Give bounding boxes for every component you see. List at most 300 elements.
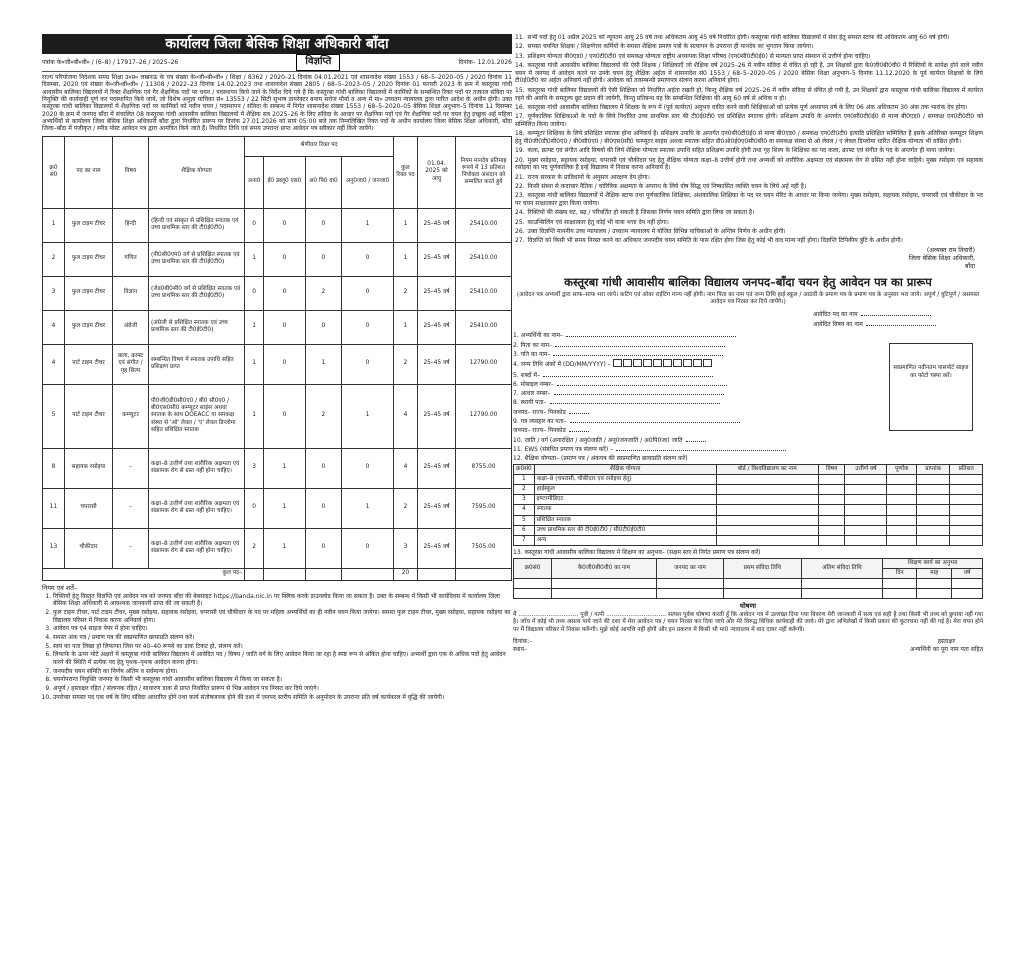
row-age: 25–45 वर्ष [418, 448, 456, 488]
experience-input[interactable] [801, 579, 883, 589]
rule-item [515, 192, 983, 208]
row-ews: 0 [264, 384, 306, 448]
education-input[interactable] [845, 495, 887, 505]
total-cell-empty [418, 568, 456, 580]
education-input[interactable] [916, 505, 949, 515]
row-sc-st: 1 [341, 208, 393, 242]
row-general: 1 [245, 344, 264, 384]
row-sc-st: 0 [341, 242, 393, 276]
rule-number: 19. [515, 147, 525, 155]
experience-input[interactable] [883, 589, 917, 599]
education-input[interactable] [950, 484, 983, 494]
education-input[interactable] [819, 536, 845, 546]
applicant-sign-row [513, 638, 983, 655]
form-field-input[interactable] [557, 385, 727, 386]
education-name: कक्षा–8 (चपरासी, चौकीदार एवं रसोइया हेतु) [534, 474, 716, 484]
education-input[interactable] [716, 484, 818, 494]
row-total: 2 [394, 488, 418, 528]
rule-number: 21. [515, 173, 525, 181]
form-field-input[interactable] [555, 346, 725, 347]
notice-left-column [42, 34, 512, 964]
rules-title: नियम एवं शर्तें– [42, 583, 78, 592]
rule-number: 23. [515, 192, 525, 200]
row-qualification: (जेड0बी0सी0 वर्ग से प्रशिक्षित स्नातक एवं उच्च प्राथमिक स्तर की टी0ई0टी0) [149, 276, 245, 310]
table-row [43, 344, 512, 384]
rules-continued-list [513, 34, 983, 245]
declaration-title: घोषणा [740, 602, 756, 611]
education-input[interactable] [819, 525, 845, 535]
form-field-input[interactable] [553, 355, 723, 356]
total-cell-empty [341, 568, 393, 580]
experience-input[interactable] [724, 579, 802, 589]
row-general: 0 [245, 488, 264, 528]
rules-list [42, 593, 512, 702]
form-field-label: 8. स्थायी पता– [513, 399, 547, 407]
table-row [43, 242, 512, 276]
rule-number: 24. [515, 209, 525, 217]
row-qualification: पी0जी0डी0सी0ए0 / बी0 सी0ए0 / बी0एस0सी0 कम्प्यूटर साइंस अथवा स्नातक के साथ DOEACC या समकक्ष संस्था से 'ओ' लेवल / 'ए' लेवल डिप्लोमा सहित प्रशिक्षित स्नातक [149, 384, 245, 448]
row-general: 2 [245, 528, 264, 568]
rule-number: 22. [515, 183, 525, 191]
form-field [513, 359, 858, 370]
row-sno: 2 [43, 242, 65, 276]
row-subject: – [113, 528, 149, 568]
education-input[interactable] [845, 474, 887, 484]
row-total: 2 [394, 344, 418, 384]
rule-number: 20. [515, 156, 525, 164]
education-input[interactable] [716, 515, 818, 525]
row-subject: विज्ञान [113, 276, 149, 310]
education-input[interactable] [950, 474, 983, 484]
row-post: फुल टाइम टीचर [65, 276, 113, 310]
rule-text: कस्तूरबा गांधी बालिका विद्यालयों में शैक्षिक स्टाफ तथा पूर्णकालिक शिक्षिका, अंशकालिक शिक्षिका के पद पर चयन मेरिट के आधार पर किया जायेगा। मुख्य रसोइया, सहायक रसोइया, चपरासी एवं चौकीदार के पद पर चयन साक्षात्कार द्वारा किया जायेगा। [515, 192, 983, 208]
rule-text: राज्य सरकार के प्राविधानों के अनुसार आरक्षण देय होगा। [527, 173, 650, 181]
row-obc: 1 [305, 344, 341, 384]
row-post: फुल टाइम टीचर [65, 208, 113, 242]
rule-text: मुख्य रसोइया, सहायक रसोइया, चपरासी एवं चौकीदार पद हेतु शैक्षिक योग्यता कक्षा–8 उत्तीर्ण होगी तथा अभ्यर्थी को शारीरिक अक्षमता एवं संक्रामक रोग से ग्रसित नहीं होना चाहिये। मुख्य रसोइया एवं सहायक रसोइया का पद पूर्णकालिक है इन्हें विद्यालय में निवास करना अनिवार्य है। [515, 156, 983, 172]
rule-item: 1. रिक्तियों हेतु विस्तृत विज्ञप्ति एवं आवेदन पत्र को जनपद बाँदा की बेबसाइट https://banda.nic.in पर क्लिक करके डाउनलोड किया जा सकता है। उक्त के सम्बन्ध में किसी भी कार्यदिवस में कार्यालय जिला बेसिक शिक्षा अधिकारी से आवश्यक जानकारी प्राप्त की जा सकती है। [53, 593, 512, 608]
experience-header: जनपद का नाम [656, 558, 723, 578]
experience-header: अंतिम संविदा तिथि [801, 558, 883, 578]
row-general: 1 [245, 310, 264, 344]
education-input[interactable] [916, 525, 949, 535]
row-post: पार्ट टाइम टीचर [65, 344, 113, 384]
experience-input[interactable] [917, 589, 952, 599]
education-input[interactable] [916, 495, 949, 505]
row-salary: 7595.00 [456, 488, 512, 528]
education-input[interactable] [716, 505, 818, 515]
rule-item [515, 130, 983, 146]
form-field-input[interactable] [543, 376, 713, 377]
form-field [513, 380, 858, 389]
row-sc-st: 0 [341, 310, 393, 344]
form-field-label: जनपद– राज्य– पिनकोड [513, 408, 566, 416]
education-input[interactable] [845, 536, 887, 546]
form-note: (आवेदन पत्र अभ्यर्थी द्वारा साफ–साफ भरा जाये। कटिंग एवं ओवर राईटिंग मान्य नहीं होगी। नाम पिता का नाम एवं जन्म तिथि हाई स्कूल / आठवीं के प्रमाण पत्र के प्रमाण पत्र के अनुसार भरा जाये। अपूर्ण / त्रुटिपूर्ण / असमस्त आवेदन पत्र निरस्त कर दिये जायेंगे।) [516, 291, 980, 305]
notice-badge: विज्ञप्ति [296, 54, 340, 71]
rule-item [515, 174, 983, 182]
rule-number: 12. [515, 43, 525, 51]
education-input[interactable] [916, 484, 949, 494]
education-input[interactable] [916, 536, 949, 546]
form-field-label: 7. आधार नम्बर– [513, 390, 551, 398]
education-input[interactable] [950, 536, 983, 546]
education-sno: 7 [514, 536, 535, 546]
education-name: स्नातक [534, 505, 716, 515]
table-row [43, 448, 512, 488]
education-name: हाईस्कूल [534, 484, 716, 494]
rule-item: 3. आवेदन पत्र ए4 साइज पेपर में होना चाहिए। [53, 625, 512, 633]
education-header: शैक्षिक योग्यता [534, 464, 716, 474]
post-applied-field[interactable] [861, 315, 931, 316]
rule-text: विज्ञप्ति को किसी भी समय निरस्त करने का अधिकार जनपदीय चयन समिति के पास रक्षित होगा जिस हेतु कोई भी वाद मान्य नहीं होगा। विज्ञप्ति टिपिकीय त्रुटि के अधीन होगी। [527, 237, 903, 245]
experience-input[interactable] [952, 589, 983, 599]
row-salary: 25410.00 [456, 310, 512, 344]
rule-number: 14. [515, 61, 525, 69]
education-header: प्राप्तांक [916, 464, 949, 474]
education-input[interactable] [819, 495, 845, 505]
form-field-label: 9. पत्र व्यवहार का पता– [513, 418, 567, 426]
total-label: कुल पद– [43, 568, 245, 580]
row-salary: 25410.00 [456, 276, 512, 310]
row-sc-st: 0 [341, 528, 393, 568]
experience-input[interactable] [883, 579, 917, 589]
rule-item [515, 104, 983, 112]
rule-text: कस्तूरबा गांधी बालिका विद्यालयों की ऐसी शिक्षिका जो निर्धारित अर्हता रखती हो, किन्तु शैक्षिक वर्ष 2025–26 में नवीन संविदा से वंचित हो गयी है, उन शिक्षकों द्वारा कस्तूरबा गांधी बालिका विद्यालय में कार्यरत रहने की अवधि के समतुल्य छूट प्रदान की जायेगी, किन्तु प्रतिबन्ध यह कि सम्बन्धित शिक्षिका की आयु 60 वर्ष से अधिक न हो। [515, 86, 983, 102]
row-sno: 11 [43, 488, 65, 528]
row-total: 1 [394, 242, 418, 276]
header-ews: ई0 डब्लू0 एस0 [264, 156, 306, 208]
row-total: 3 [394, 528, 418, 568]
header-total: कुल रिक्त पद [394, 136, 418, 208]
education-input[interactable] [716, 525, 818, 535]
table-row [43, 208, 512, 242]
signer-name: (अव्यक्त राम तिवारी) [926, 247, 975, 255]
experience-input[interactable] [724, 589, 802, 599]
row-sc-st: 0 [341, 448, 393, 488]
header-obc: अ0 पि0 वा0 [305, 156, 341, 208]
form-field [513, 417, 858, 426]
form-field-label: 4. जन्म तिथि अंकों में (DD/MM/YYYY) – [513, 361, 611, 369]
education-row [514, 515, 983, 525]
row-total: 4 [394, 384, 418, 448]
education-sno: 1 [514, 474, 535, 484]
dob-boxes[interactable] [613, 359, 713, 370]
experience-header: शिक्षण कार्य का अनुभव [883, 558, 983, 568]
total-cell-empty [305, 568, 341, 580]
education-table-body [514, 474, 983, 546]
rule-item [515, 53, 983, 61]
rule-text: रिक्तियों की संख्या घट, बढ़ / परिवर्तित हो सकती है जिसका निर्णय चयन समिति द्वारा लिया जा सकता है। [527, 209, 755, 217]
education-name: उच्च प्राथमिक स्तर की टी0ई0टी0 / सी0टी0ई0टी0 [534, 525, 716, 535]
place-label: स्थान– [513, 645, 527, 653]
experience-input[interactable] [656, 589, 723, 599]
row-qualification: कक्षा–8 उत्तीर्ण तथा शारीरिक अक्षमता एवं संक्रामक रोग से ग्रस्त नहीं होना चाहिए। [149, 528, 245, 568]
form-field-input[interactable] [570, 422, 740, 423]
row-sno: 3 [43, 276, 65, 310]
rule-number: 17. [515, 113, 525, 121]
form-field-label: 10. जाति / वर्ग (अनारक्षित / अनु0जाति / अनु0जनजाति / अ0पि0जा) जाति [513, 436, 683, 444]
application-form-body [513, 331, 983, 463]
form-field-input[interactable] [616, 450, 786, 451]
total-cell-empty [264, 568, 306, 580]
row-ews: 1 [264, 448, 306, 488]
education-input[interactable] [887, 536, 917, 546]
row-total: 2 [394, 276, 418, 310]
experience-table-body [514, 579, 983, 599]
rule-text: काउन्सिलिंग एवं साक्षात्कार हेतु कोई भी यात्रा भत्ता देय नहीं होगा। [527, 218, 669, 226]
experience-input[interactable] [514, 579, 552, 589]
form-field-label: 1. अभ्यर्थिनी का नाम– [513, 332, 563, 340]
rule-number: 16. [515, 103, 525, 111]
row-ews: 1 [264, 488, 306, 528]
form-field-label: 6. मोबाइल नम्बर– [513, 380, 554, 388]
row-sc-st: 0 [341, 344, 393, 384]
education-row [514, 484, 983, 494]
row-ews: 0 [264, 242, 306, 276]
rule-number: 25. [515, 218, 525, 226]
rule-number: 26. [515, 228, 525, 236]
education-input[interactable] [845, 484, 887, 494]
education-sno: 6 [514, 525, 535, 535]
row-qualification: (पी0सी0एम0 वर्ग से प्रशिक्षित स्नातक एवं उच्च प्राथमिक स्तर की टी0ई0टी0) [149, 242, 245, 276]
education-row [514, 525, 983, 535]
header-salary: नियम मानदेय प्रतिमाह रूपये में 13 प्रतिशत नियोक्ता अंशदान को सम्मलित करते हुये [456, 136, 512, 208]
table-row [43, 384, 512, 448]
form-field-input[interactable] [550, 403, 720, 404]
row-salary: 8755.00 [456, 448, 512, 488]
experience-subheader: माह [917, 569, 952, 579]
row-sc-st: 1 [341, 384, 393, 448]
form-field-label: 2. पिता का नाम– [513, 341, 553, 349]
rule-item [515, 209, 983, 217]
education-row [514, 495, 983, 505]
experience-label: 13. कस्तूरबा गांधी आवासीय बालिका विद्यालय में शिक्षण का अनुभव– (सक्षम स्तर से निर्गत प्रमाण पत्र संलग्न करें) [513, 549, 761, 557]
education-header: क्र0सं0 [514, 464, 535, 474]
total-value: 20 [394, 568, 418, 580]
vacancy-table-body [43, 208, 512, 568]
row-age: 25–45 वर्ष [418, 488, 456, 528]
signature-label: हस्ताक्षर [937, 637, 956, 645]
experience-input[interactable] [551, 579, 656, 589]
form-field-input[interactable] [569, 431, 589, 432]
education-input[interactable] [819, 515, 845, 525]
row-qualification: कक्षा–8 उत्तीर्ण तथा शारीरिक अक्षमता एवं संक्रामक रोग से ग्रस्त नहीं होना चाहिए। [149, 488, 245, 528]
row-ews: 0 [264, 276, 306, 310]
education-name: अन्य [534, 536, 716, 546]
row-ews: 0 [264, 344, 306, 384]
header-sno: क्र0 सं0 [43, 136, 65, 208]
row-obc: 0 [305, 488, 341, 528]
experience-row [514, 589, 983, 599]
rule-text: पूर्णकालिक शिक्षिकाओं के पदों के लिये निर्धारित उच्च प्राथमिक स्तर की टी0ई0टी0 एवं प्रशिक्षित स्नातक होगी। प्रशिक्षण उपाधि के अन्तर्गत एन0सी0टी0ई0 से मान्य बी0एड0 / समकक्ष एन0टी0टी0 को सम्मिलित किया जायेगा। [515, 113, 983, 128]
rule-text: कस्तूरबा गांधी आवासीय बालिका विद्यालयों की ऐसी शिक्षक / शिक्षिकाएँ जो शैक्षिक वर्ष 2025–26 में नवीन संविदा से वंचित हो रही है, उन शिक्षकों द्वारा के0जी0बी0वी0 में रिक्तियों के सापेक्ष होने वाले नवीन चयन में जनपद में आवेदन करने पर उनके चयन हेतु शैक्षिक अर्हता में शासनादेश सं0 1553 / 68–5–2020–05 / 2020 बेसिक शिक्षा अनुभाग–5 दिनांक 11.12.2020 के पूर्व कार्यरत शिक्षकों के लिये टी0ई0टी0 का अर्हता अनिवार्य नहीं होगी। आवेदक को तत्सम्बन्धी प्रमाणपत्र संलग्न करना अनिवार्य होगा। [515, 61, 983, 85]
row-salary: 25410.00 [456, 242, 512, 276]
rule-number: 27. [515, 237, 525, 245]
row-subject: गणित [113, 242, 149, 276]
row-post: फुल टाइम टीचर [65, 310, 113, 344]
row-post: फुल टाइम टीचर [65, 242, 113, 276]
education-input[interactable] [950, 495, 983, 505]
row-obc: 2 [305, 276, 341, 310]
row-qualification: सम्बन्धित विषय में स्नातक उपाधि सहित प्रशिक्षण प्राप्त [149, 344, 245, 384]
education-sno: 2 [514, 484, 535, 494]
row-subject: – [113, 488, 149, 528]
row-salary: 25410.00 [456, 208, 512, 242]
header-age: 01.04. 2025 को आयु [418, 136, 456, 208]
form-field-input[interactable] [566, 336, 736, 337]
row-general: 3 [245, 448, 264, 488]
subject-applied-field[interactable] [866, 325, 936, 326]
rule-item [515, 34, 983, 42]
rule-item [515, 183, 983, 191]
education-row [514, 505, 983, 515]
total-cell-empty [456, 568, 512, 580]
experience-header: प्रथम संविदा तिथि [724, 558, 802, 578]
education-row [514, 536, 983, 546]
form-field-label: 3. पति का नाम– [513, 350, 551, 358]
experience-subheader: वर्ष [952, 569, 983, 579]
education-input[interactable] [887, 515, 917, 525]
row-qualification: (अंग्रेजी से प्रशिक्षित स्नातक एवं उच्च प्राथमिक स्तर की टी0ई0टी0) [149, 310, 245, 344]
row-post: पार्ट टाइम टीचर [65, 384, 113, 448]
education-header: विषय [819, 464, 845, 474]
form-field-input[interactable] [686, 441, 706, 442]
experience-input[interactable] [801, 589, 883, 599]
table-row [43, 276, 512, 310]
row-obc: 0 [305, 528, 341, 568]
form-field-label: 11. EWS (संबंधित प्रमाण पत्र संलग्न करें) – [513, 445, 614, 453]
education-input[interactable] [887, 495, 917, 505]
row-subject: कम्प्यूटर [113, 384, 149, 448]
form-field [513, 436, 858, 445]
experience-input[interactable] [656, 579, 723, 589]
education-input[interactable] [950, 505, 983, 515]
rule-item [515, 228, 983, 236]
education-input[interactable] [916, 474, 949, 484]
form-field-input[interactable] [569, 413, 589, 414]
experience-table-header [514, 558, 983, 568]
row-general: 0 [245, 208, 264, 242]
header-qualification: शैक्षिक योग्यता [149, 136, 245, 208]
rule-number: 15. [515, 86, 525, 94]
education-input[interactable] [950, 525, 983, 535]
education-name: प्रशिक्षित स्नातक [534, 515, 716, 525]
education-input[interactable] [887, 484, 917, 494]
rule-item [515, 113, 983, 129]
education-input[interactable] [819, 474, 845, 484]
row-salary: 12790.00 [456, 344, 512, 384]
rule-item: 6. लिफाफे के ऊपर मोटे अक्षरों में कस्तूरबा गांधी बालिका विद्यालय में आवेदित पद / विषय / जाति वर्ग के लिए आवेदन किया जा रहा है स्पष्ट रूप से अंकित होना चाहिए। अभ्यर्थी द्वारा एक से अधिक पदों हेतु आवेदन करने की स्थिति में प्रत्येक पद हेतु पृथक–पृथक आवेदन करना होगा। [53, 651, 512, 666]
signer-place: बाँदा [964, 263, 975, 271]
row-age: 25–45 वर्ष [418, 242, 456, 276]
education-input[interactable] [716, 536, 818, 546]
rule-item: 10. उपरोक्त समस्त पद एक वर्ष के लिए संविदा आधारित होंगे तथा कार्य संतोषजनक होने की दशा में जनपद स्तरीय समिति के अनुमोदन के उपरान्त प्रति वर्ष कार्यकाल में वृद्धि की जायेगी। [53, 694, 512, 702]
education-input[interactable] [887, 525, 917, 535]
experience-input[interactable] [551, 589, 656, 599]
row-sno: 8 [43, 448, 65, 488]
form-field-label: 12. शैक्षिक योग्यता– (प्रमाण पत्र / अंकपत्र की स्वप्रमाणित छायाप्रति संलग्न करें) [513, 455, 688, 463]
row-obc: 0 [305, 310, 341, 344]
rule-text: कला, क्राफ्ट एवं संगीत आदि विषयों की लिये शैक्षिक योग्यता स्नातक उपाधि सहित प्रशिक्षण उपाधि होगी तथा गृह शिल्प के शिक्षिका का पद कला, क्राफ्ट एवं संगीत के पद के अन्तर्गत ही माना जायेगा। [527, 147, 955, 155]
form-field-label: 5. शब्दों में– [513, 371, 540, 379]
form-field [513, 454, 858, 463]
education-sno: 4 [514, 505, 535, 515]
row-ews: 0 [264, 310, 306, 344]
education-input[interactable] [845, 525, 887, 535]
row-subject: – [113, 448, 149, 488]
education-header: पूर्णांक [887, 464, 917, 474]
table-row [43, 310, 512, 344]
education-input[interactable] [819, 505, 845, 515]
row-qualification: कक्षा–8 उत्तीर्ण तथा शारीरिक अक्षमता एवं संक्रामक रोग से ग्रस्त नहीं होना चाहिए। [149, 448, 245, 488]
education-input[interactable] [950, 515, 983, 525]
experience-header: के0जी0बी0वी0 का नाम [551, 558, 656, 578]
row-sno: 4 [43, 344, 65, 384]
education-sno: 3 [514, 495, 535, 505]
education-input[interactable] [819, 484, 845, 494]
row-general: 1 [245, 384, 264, 448]
officer-signature-block [513, 247, 975, 271]
photo-box [889, 343, 973, 431]
total-cell-empty [245, 568, 264, 580]
form-fields [513, 331, 858, 463]
rule-item [515, 62, 983, 85]
rule-text: समस्त चयनित शिक्षक / शिक्षणेत्तर कर्मियों के समस्त शैक्षिक प्रमाण पत्रों के सत्यापन के उपरान्त ही मानदेय का भुगतान किया जायेगा। [527, 43, 814, 51]
education-input[interactable] [845, 515, 887, 525]
education-input[interactable] [845, 505, 887, 515]
rule-item: 9. अपूर्ण / हस्ताक्षर रहित / संलग्नक रहित / साधारण डाक से प्राप्त निर्धारित प्रारूप से भिन्न आवेदन पत्र निरस्त कर दिये जाएंगे। [53, 685, 512, 693]
education-input[interactable] [716, 495, 818, 505]
row-subject: अंग्रेजी [113, 310, 149, 344]
education-input[interactable] [716, 474, 818, 484]
experience-table [513, 558, 983, 599]
row-obc: 0 [305, 208, 341, 242]
row-obc: 0 [305, 448, 341, 488]
reference-number: पत्रांक के०जी०बी०वी० / (6–8) / 17917–26 / 2025–26 [42, 58, 179, 66]
rule-item: 5. स्वयं का पता लिखा हो लिफाफा जिस पर 40–40 रूपये का डाक टिकट हो, संलग्न करें। [53, 643, 512, 651]
applied-post-lines [513, 310, 983, 329]
form-field [513, 341, 858, 350]
experience-header: क्र0सं0 [514, 558, 552, 578]
rule-item: 4. समस्त अंक पत्र / प्रमाण पत्र की स्वप्रमाणित छायाप्रति संलग्न करें। [53, 634, 512, 642]
experience-input[interactable] [917, 579, 952, 589]
experience-input[interactable] [952, 579, 983, 589]
education-input[interactable] [916, 515, 949, 525]
row-ews: 0 [264, 208, 306, 242]
row-subject: हिन्दी [113, 208, 149, 242]
header-category-group: श्रेणीवार रिक्त पद [245, 136, 394, 156]
rule-item [515, 237, 983, 245]
rule-text: सभी पदों हेतु 01 अप्रैल 2025 को न्यूनतम आयु 25 वर्ष तथा अधिकतम आयु 45 वर्ष निर्धारित होगी। कस्तूरबा गांधी बालिका विद्यालयों में सेवा हेतु समस्त स्टाफ की अधिकतम आयु 60 वर्ष होगी। [527, 34, 950, 41]
education-input[interactable] [887, 474, 917, 484]
experience-input[interactable] [514, 589, 552, 599]
declaration-text: मैं ................................ पुत्री / पत्नी ................................ सत्यश पूर्वक घोषणा करती हूँ कि आवेदन पत्र में उल्लख्त दिया गया विवरण मेरी जानकारी में सत्य एवं सही है तथा किसी भी तथ्य को छुपाया नहीं गया है। जाँच में कोई भी तथ्य असत्य पाये जाने की दशा में मेरा आवेदन पत्र / चयन निरस्त कर दिया जाये और मेरे विरुद्ध विधिक कार्यवाही की जाये। मेरे द्वारा अभिलेखों में किसी प्रकार की कूटरचना नहीं की गई है। मेरा चयन होने पर मैं विद्यालय परिसर में निवास करूँगी। मुझे कोई आपत्ति नहीं होगी और इन प्रकरण में किसी भी मा0 न्यायालय में वाद दायर नहीं करूँगी। [513, 611, 983, 633]
education-input[interactable] [887, 505, 917, 515]
experience-row [514, 579, 983, 589]
signer-title: जिला बेसिक शिक्षा अधिकारी, [908, 255, 975, 263]
photo-instruction: स्वप्रमाणित नवीनतम पासपोर्ट साइज का फोटो चस्पा करें। [893, 365, 969, 380]
row-total: 4 [394, 448, 418, 488]
form-field [513, 408, 858, 417]
row-sc-st: 1 [341, 488, 393, 528]
form-field [513, 331, 858, 340]
rule-item: 8. चयनोपरान्त नियुक्ति जनपद के किसी भी कस्तूरबा गांधी आवासीय बालिका विद्यालय में किया जा सकता है। [53, 676, 512, 684]
education-table-header [514, 464, 983, 474]
form-field-input[interactable] [554, 394, 724, 395]
row-sno: 5 [43, 384, 65, 448]
form-field [513, 398, 858, 407]
